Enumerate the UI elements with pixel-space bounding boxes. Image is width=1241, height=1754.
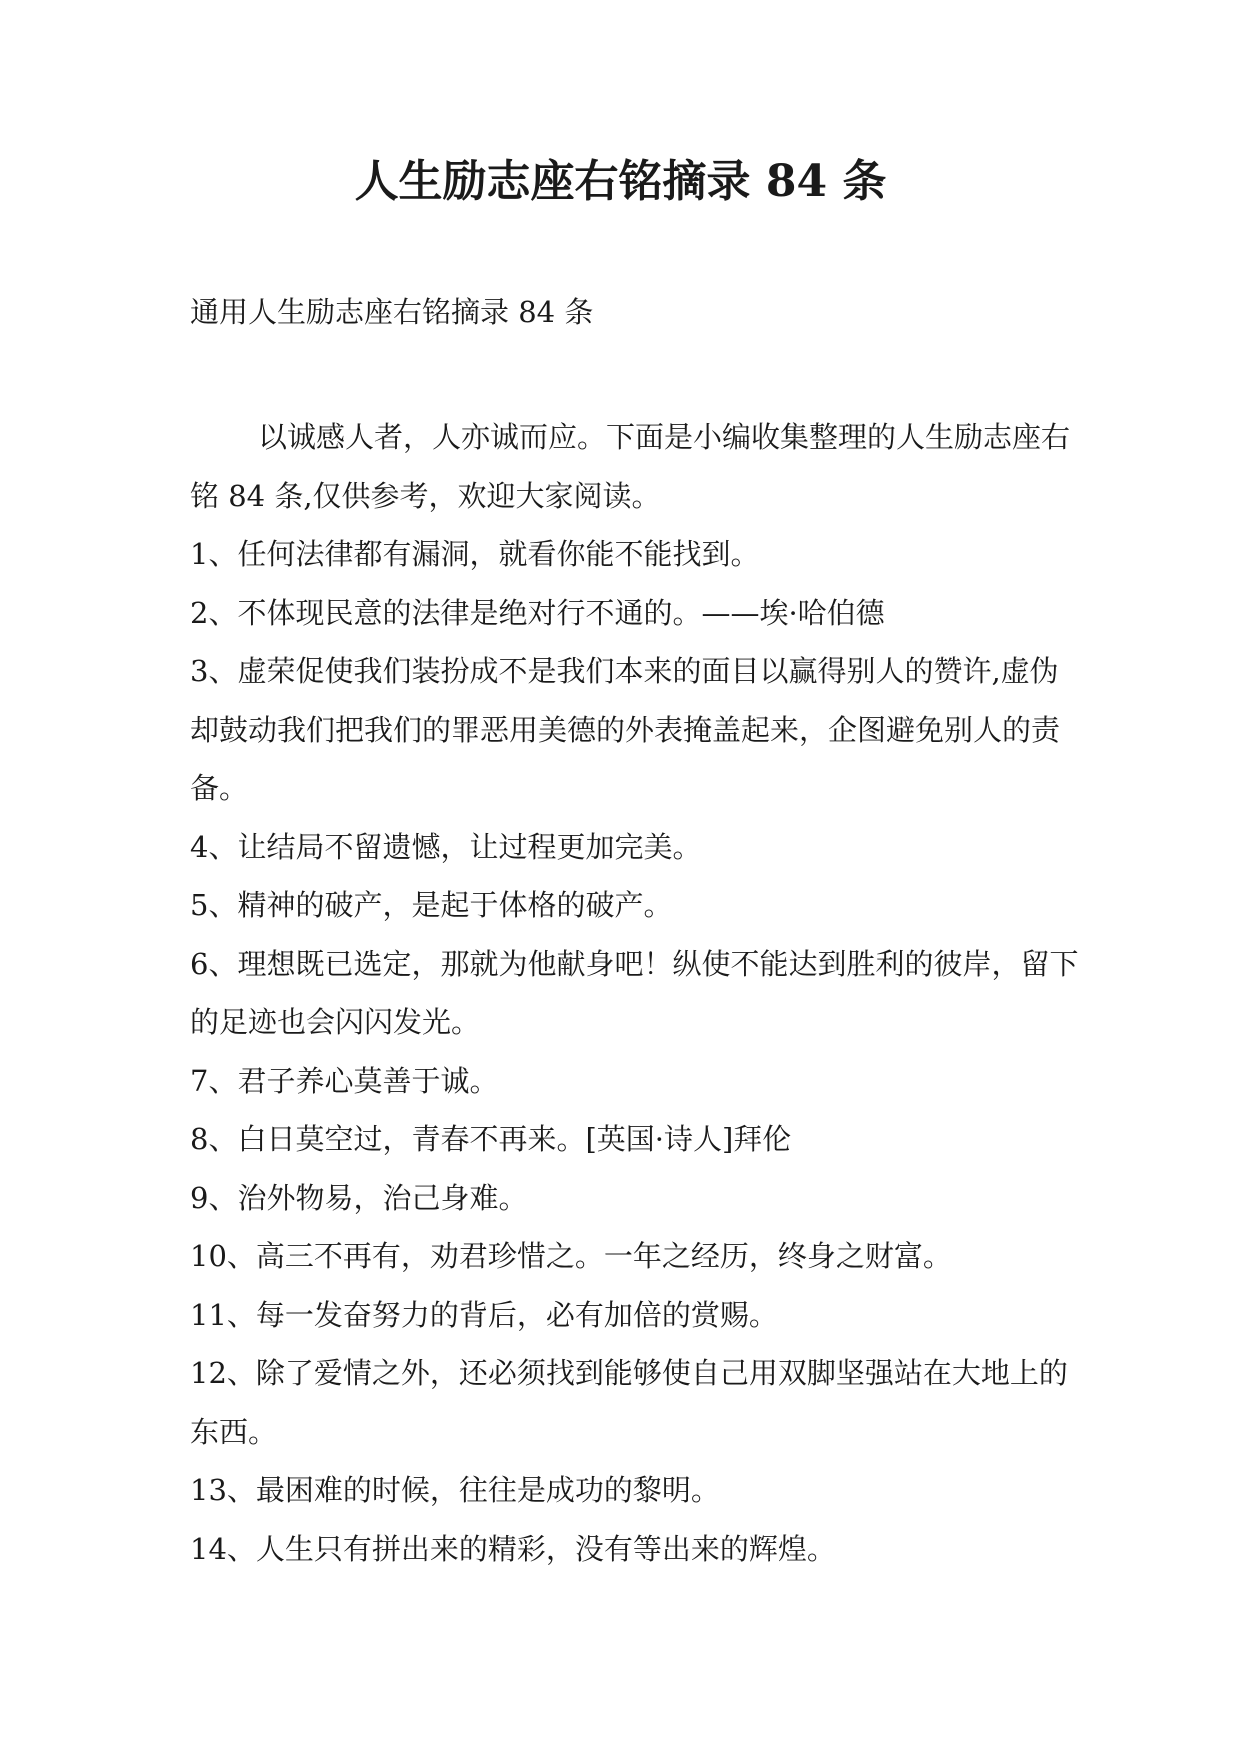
document-body (190, 408, 1080, 1578)
document-subtitle: 通用人生励志座右铭摘录 84 条 (190, 295, 594, 329)
list-item: 6、理想既已选定，那就为他献身吧！纵使不能达到胜利的彼岸，留下的足迹也会闪闪发光。 (190, 946, 1079, 1039)
list-item: 2、不体现民意的法律是绝对行不通的。——埃·哈伯德 (190, 595, 885, 630)
document-title: 人生励志座右铭摘录 84 条 (354, 156, 887, 207)
list-item: 8、白日莫空过，青春不再来。[英国·诗人]拜伦 (190, 1122, 792, 1156)
list-item: 12、除了爱情之外，还必须找到能够使自己用双脚坚强站在大地上的东西。 (190, 1356, 1068, 1449)
list-item: 13、最困难的时候，往往是成功的黎明。 (190, 1473, 720, 1507)
list-item: 10、高三不再有，劝君珍惜之。一年之经历，终身之财富。 (190, 1239, 952, 1273)
list-item: 1、任何法律都有漏洞，就看你能不能找到。 (190, 537, 760, 571)
list-item: 5、精神的破产，是起于体格的破产。 (190, 888, 673, 922)
list-item: 14、人生只有拼出来的精彩，没有等出来的辉煌。 (190, 1531, 836, 1566)
list-item: 11、每一发奋努力的背后，必有加倍的赏赐。 (190, 1297, 778, 1332)
list-item: 9、治外物易，治己身难。 (190, 1180, 528, 1215)
list-item: 3、虚荣促使我们装扮成不是我们本来的面目以赢得别人的赞许,虚伪却鼓动我们把我们的罪恶用美德的外表掩盖起来，企图避免别人的责备。 (190, 654, 1061, 805)
list-item: 4、让结局不留遗憾，让过程更加完美。 (190, 829, 702, 864)
intro-paragraph: 以诚感人者，人亦诚而应。下面是小编收集整理的人生励志座右铭 84 条,仅供参考，欢迎大家阅读。 (190, 420, 1071, 513)
list-item: 7、君子养心莫善于诚。 (190, 1063, 499, 1098)
